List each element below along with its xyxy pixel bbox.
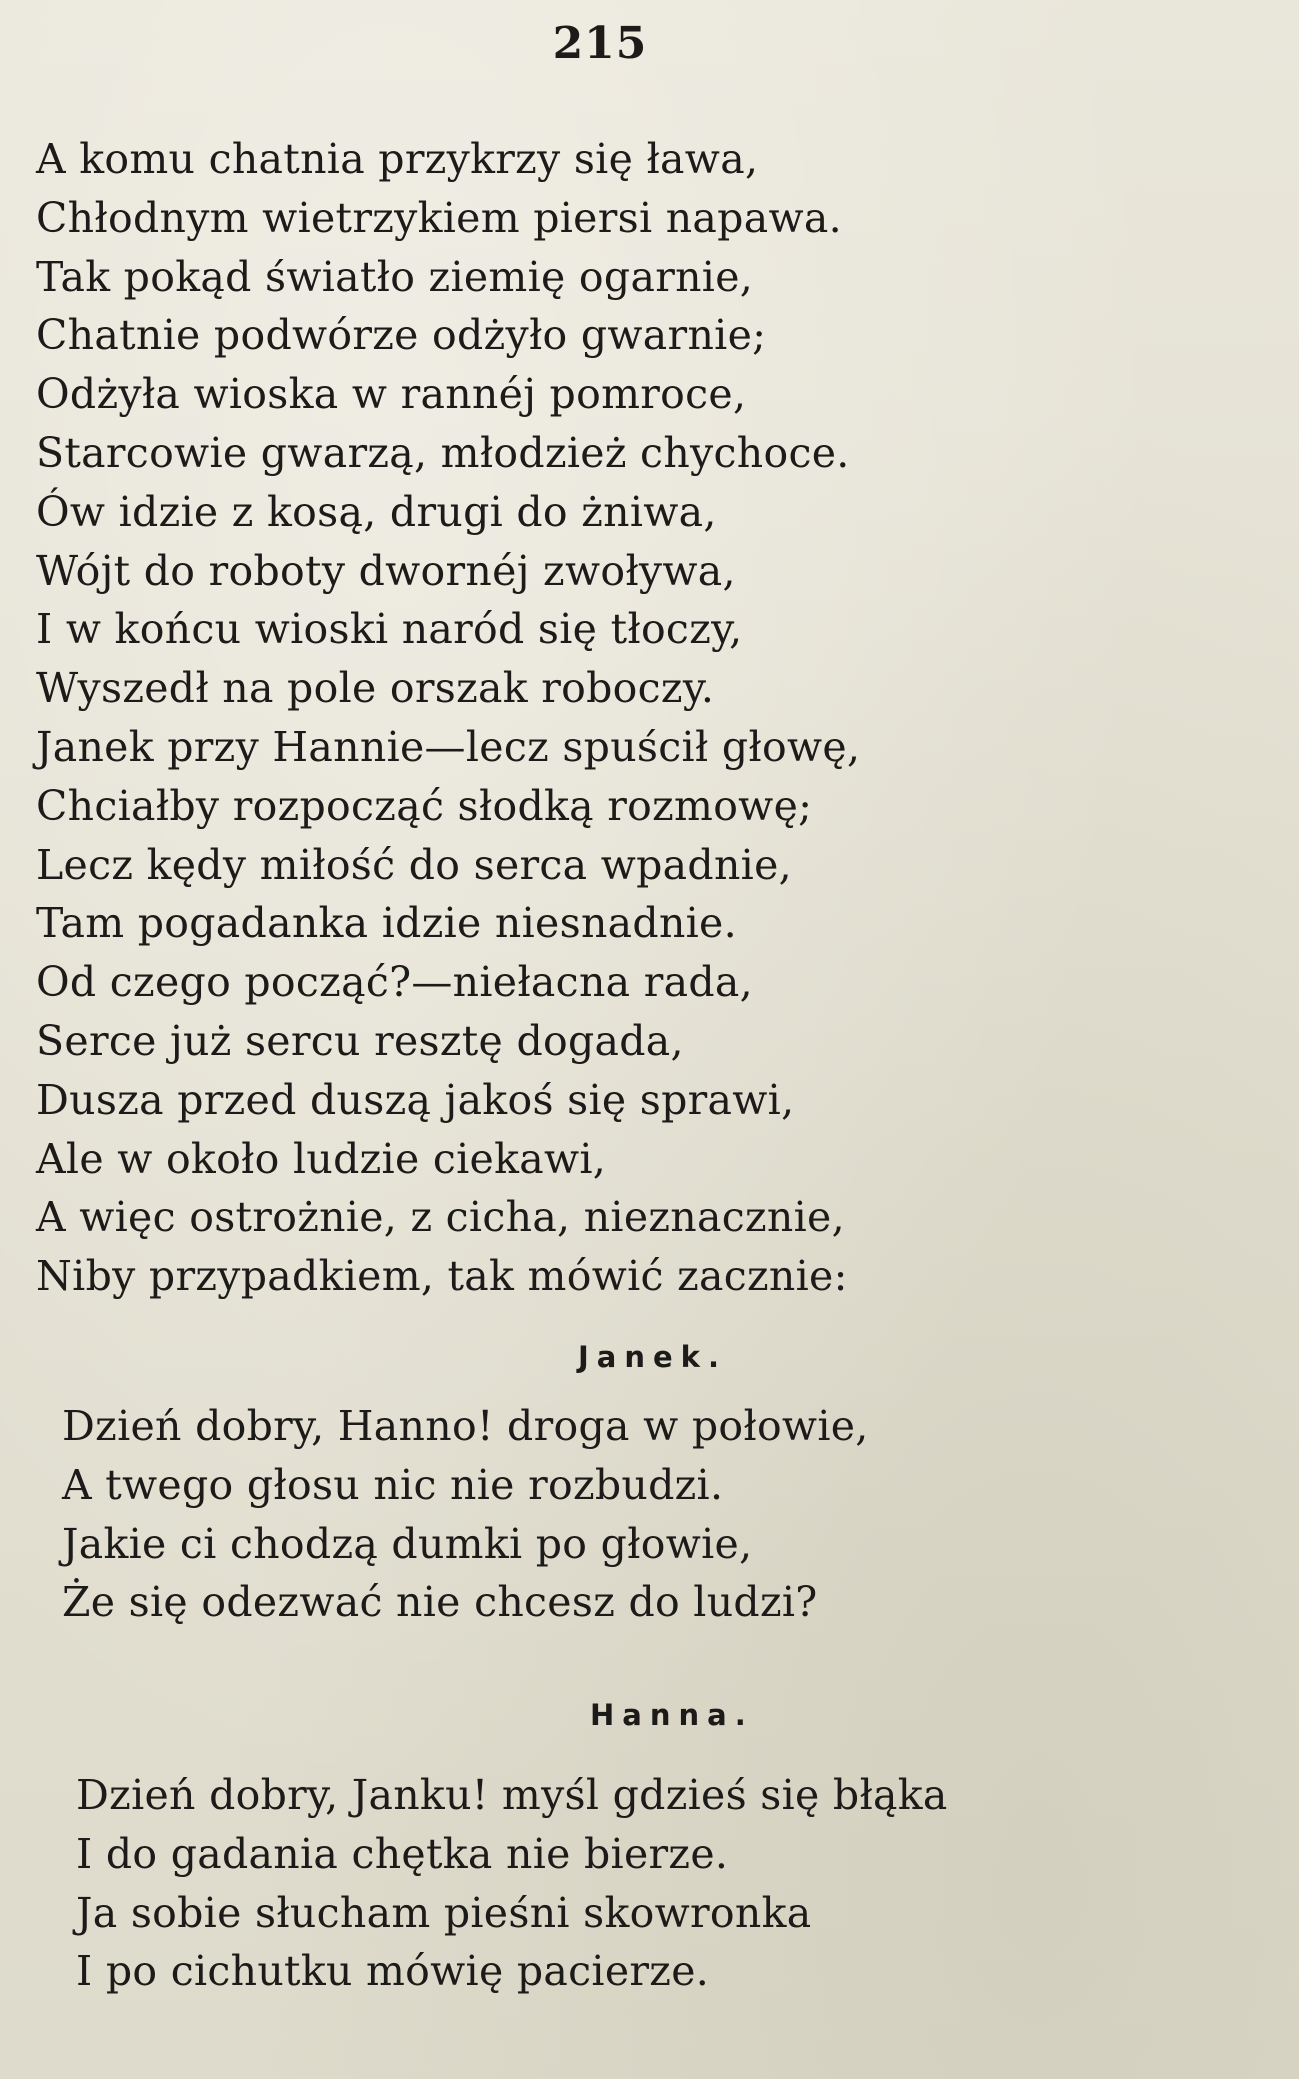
- poem-line: A więc ostrożnie, z cicha, nieznacznie,: [36, 1193, 845, 1242]
- poem-line: Wyszedł na pole orszak roboczy.: [36, 664, 715, 713]
- poem-line: Chłodnym wietrzykiem piersi napawa.: [36, 193, 842, 242]
- poem-line: Serce już sercu resztę dogada,: [36, 1016, 684, 1065]
- page-number: 215: [552, 18, 648, 69]
- poem-line: Jakie ci chodzą dumki po głowie,: [62, 1519, 753, 1568]
- poem-line: Tak pokąd światło ziemię ogarnie,: [36, 252, 754, 301]
- speaker-heading-hanna: Hanna.: [590, 1698, 754, 1732]
- poem-stanza-hanna: [76, 1766, 948, 2001]
- poem-line: Chatnie podwórze odżyło gwarnie;: [36, 311, 767, 360]
- speaker-heading-janek: Janek.: [578, 1340, 727, 1374]
- poem-line: Dusza przed duszą jakoś się sprawi,: [36, 1075, 795, 1124]
- poem-line: Dzień dobry, Hanno! droga w połowie,: [62, 1402, 869, 1450]
- poem-line: I po cichutku mówię pacierze.: [76, 1947, 710, 1996]
- poem-line: A komu chatnia przykrzy się ława,: [36, 135, 759, 183]
- poem-line: Ale w około ludzie ciekawi,: [36, 1134, 607, 1183]
- poem-line: Janek przy Hannie—lecz spuścił głowę,: [36, 722, 861, 771]
- poem-line: Dzień dobry, Janku! myśl gdzieś się błąka: [76, 1771, 948, 1819]
- poem-line: Odżyła wioska w rannéj pomroce,: [36, 370, 747, 419]
- poem-line: Starcowie gwarzą, młodzież chychoce.: [36, 428, 850, 477]
- poem-line: Tam pogadanka idzie niesnadnie.: [36, 899, 737, 948]
- poem-line: A twego głosu nic nie rozbudzi.: [62, 1460, 724, 1509]
- poem-line: Lecz kędy miłość do serca wpadnie,: [36, 840, 792, 889]
- poem-stanza-narration: [36, 130, 860, 1306]
- poem-line: I w końcu wioski naród się tłoczy,: [36, 605, 743, 654]
- poem-line: Niby przypadkiem, tak mówić zacznie:: [36, 1252, 848, 1301]
- poem-line: Wójt do roboty dwornéj zwoływa,: [36, 546, 736, 595]
- poem-line: Ja sobie słucham pieśni skowronka: [76, 1888, 812, 1937]
- poem-stanza-janek: [62, 1397, 869, 1632]
- poem-line: Chciałby rozpocząć słodką rozmowę;: [36, 781, 813, 830]
- poem-line: Ów idzie z kosą, drugi do żniwa,: [36, 487, 717, 536]
- poem-line: Od czego począć?—niełacna rada,: [36, 958, 753, 1007]
- poem-line: I do gadania chętka nie bierze.: [76, 1829, 729, 1878]
- poem-line: Że się odezwać nie chcesz do ludzi?: [62, 1578, 818, 1627]
